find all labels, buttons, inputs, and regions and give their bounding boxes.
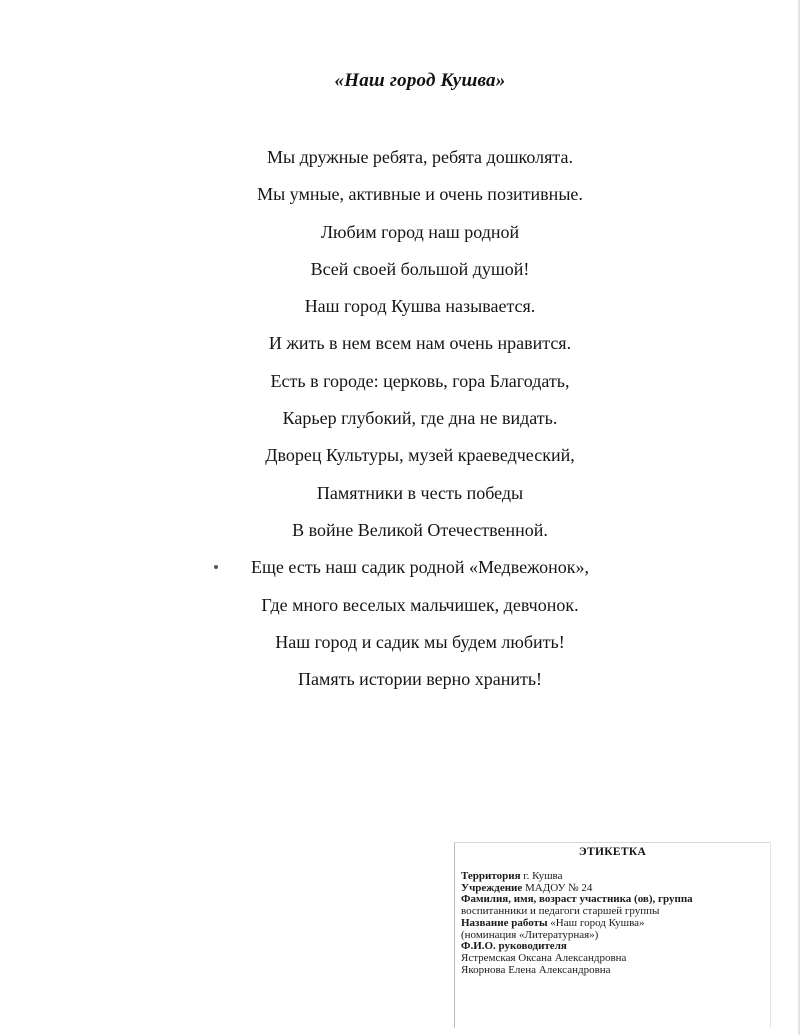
poem-line: Есть в городе: церковь, гора Благодать, xyxy=(270,370,570,391)
label-participants-value: воспитанники и педагоги старшей группы xyxy=(461,905,660,918)
work-key: Название работы xyxy=(461,916,548,929)
poem-line: Наш город Кушва называется. xyxy=(304,296,536,317)
label-supervisor-2: Якорнова Елена Александровна xyxy=(461,963,611,976)
supervisor-key: Ф.И.О. руководителя xyxy=(461,940,567,953)
poem-line: Всей своей большой душой! xyxy=(310,258,530,279)
poem-line: В войне Великой Отечественной. xyxy=(292,519,548,540)
institution-key: Учреждение xyxy=(461,881,523,894)
label-fields xyxy=(461,871,766,976)
label-supervisor-1: Ястремская Оксана Александровна xyxy=(461,951,627,964)
territory-key: Территория xyxy=(461,870,521,882)
territory-value: г. Кушва xyxy=(523,870,563,882)
poem-line: Памятники в честь победы xyxy=(316,482,524,503)
poem-line: Наш город и садик мы будем любить! xyxy=(275,631,565,652)
poem-line: Любим город наш родной xyxy=(320,221,520,242)
participants-key: Фамилия, имя, возраст участника (ов), группа xyxy=(461,893,693,906)
poem-title: «Наш город Кушва» xyxy=(334,70,506,91)
work-value: «Наш город Кушва» xyxy=(550,916,645,929)
poem-line: Мы дружные ребята, ребята дошколята. xyxy=(267,147,573,167)
poem-body xyxy=(0,145,800,704)
poem-line: Где много веселых мальчишек, девчонок. xyxy=(261,594,579,615)
poem-line: Мы умные, активные и очень позитивные. xyxy=(257,184,583,205)
poem-line: Дворец Культуры, музей краеведческий, xyxy=(265,445,575,466)
label-heading: ЭТИКЕТКА xyxy=(578,846,647,858)
scan-speck xyxy=(214,565,218,569)
institution-value: МАДОУ № 24 xyxy=(525,881,593,894)
poem-line: Еще есть наш садик родной «Медвежонок», xyxy=(251,557,589,578)
poem-line: И жить в нем всем нам очень нравится. xyxy=(268,333,572,354)
entry-label xyxy=(454,842,771,1028)
poem-line: Память истории верно хранить! xyxy=(297,669,543,690)
poem-line: Карьер глубокий, где дна не видать. xyxy=(282,408,558,429)
label-work xyxy=(461,918,766,930)
label-nomination: (номинация «Литературная») xyxy=(461,928,599,941)
